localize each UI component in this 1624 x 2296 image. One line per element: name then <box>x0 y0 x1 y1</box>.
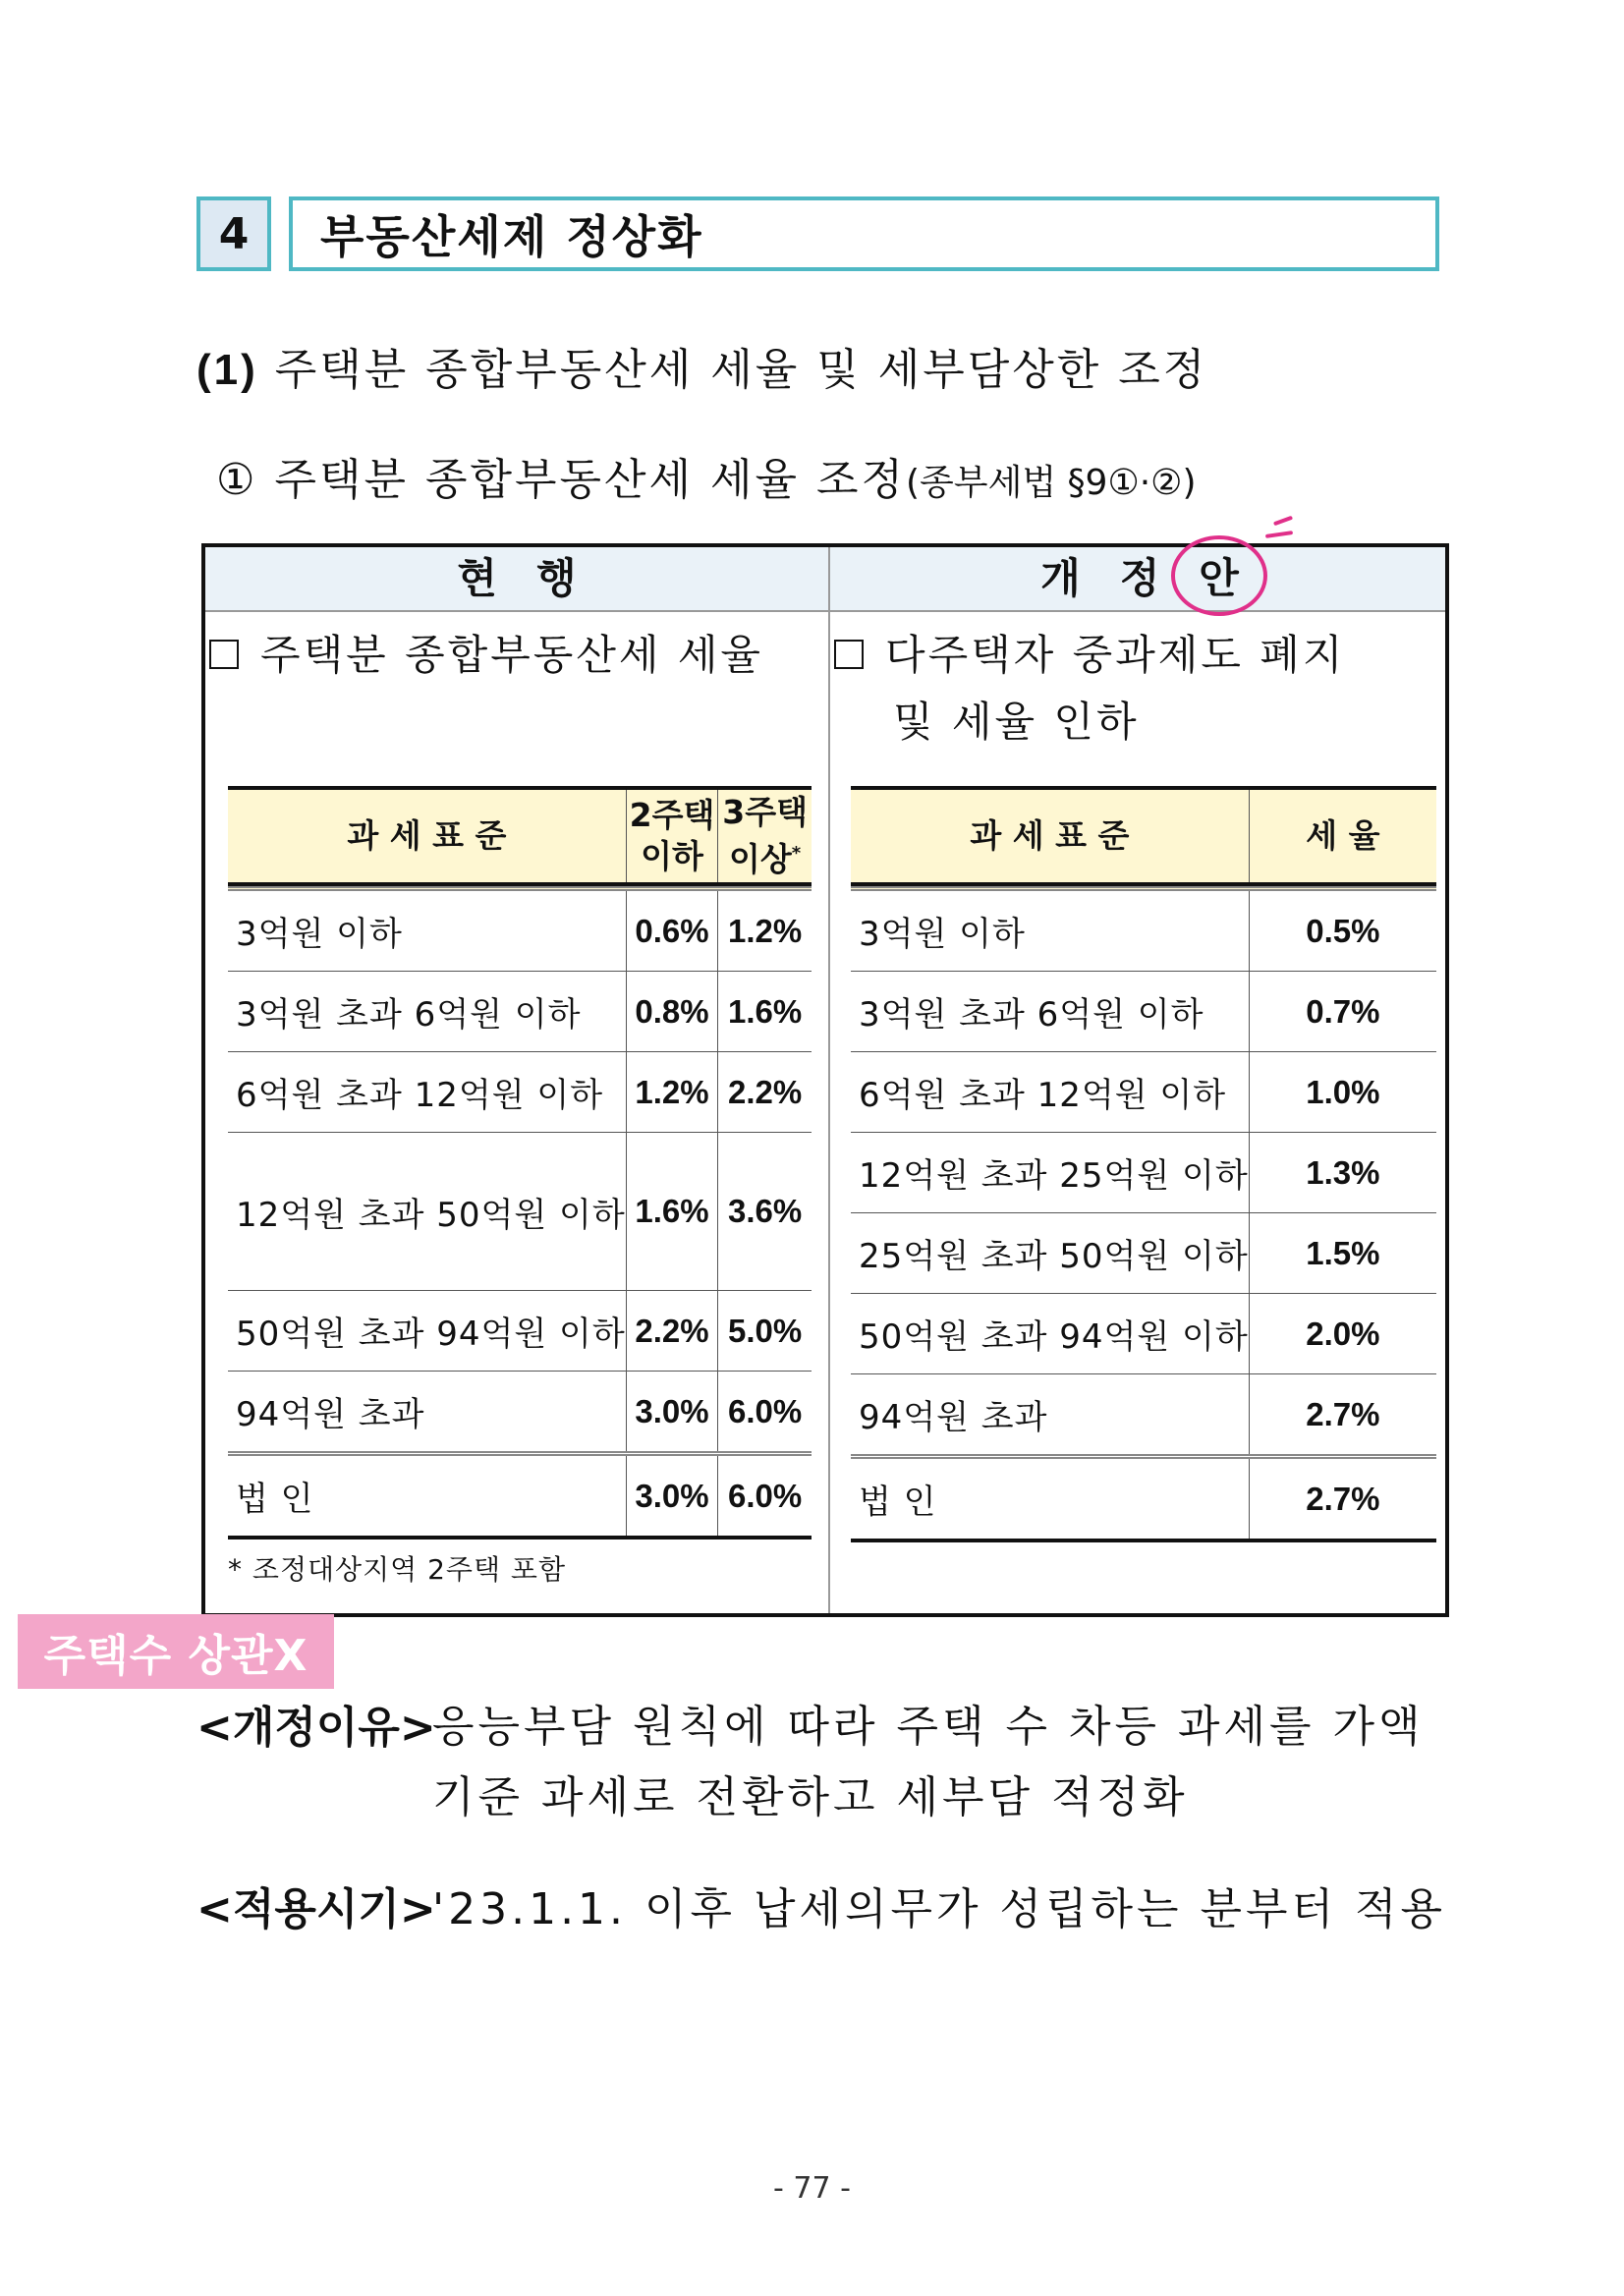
header-three-homes: 3주택 이상* <box>718 788 812 884</box>
subheading-2 <box>216 444 1197 507</box>
header-revised: 개정안 <box>1040 554 1278 602</box>
pink-sticky-note: 주택수 상관X <box>18 1614 334 1689</box>
header-two-homes: 2주택 이하 <box>626 788 718 884</box>
right-panel-title <box>834 622 1345 689</box>
table-row: 3억원 이하 0.5% <box>851 889 1436 972</box>
annotation-stroke <box>1265 531 1293 538</box>
subheading-1-number: (1) <box>196 346 258 394</box>
table-row: 3억원 초과 6억원 이하 0.7% <box>851 972 1436 1052</box>
header-current: 현행 <box>457 554 616 602</box>
left-panel-title <box>209 622 763 689</box>
apply-text: '23.1.1. 이후 납세의무가 성립하는 분부터 적용 <box>432 1884 1447 1934</box>
reason-text <box>432 1692 1454 1833</box>
right-panel-title-line2: 및 세율 인하 <box>893 698 1140 746</box>
law-reference: (종부세법 §9①·②) <box>905 463 1197 503</box>
table-header-row <box>228 788 812 884</box>
table-row: 6억원 초과 12억원 이하 1.2% 2.2% <box>228 1052 812 1133</box>
checkbox-icon <box>834 640 864 669</box>
footnote: * 조정대상지역 2주택 포함 <box>228 1553 566 1586</box>
subheading-1 <box>196 334 1207 397</box>
reason-label: <개정이유> <box>196 1703 436 1753</box>
table-row: 3억원 이하 0.6% 1.2% <box>228 889 812 972</box>
right-panel-title-line1: 다주택자 중과제도 폐지 <box>885 631 1346 679</box>
table-row: 법 인 3.0% 6.0% <box>228 1454 812 1539</box>
header-rate: 세 율 <box>1249 788 1436 884</box>
page-number: - 77 - <box>773 2171 851 2206</box>
header-tax-base: 과 세 표 준 <box>228 788 626 884</box>
section-title: 부동산세제 정상화 <box>289 196 1439 271</box>
left-panel-title-text: 주택분 종합부동산세 세율 <box>260 631 763 679</box>
table-row: 12억원 초과 25억원 이하 1.3% <box>851 1133 1436 1213</box>
table-row: 25억원 초과 50억원 이하 1.5% <box>851 1213 1436 1294</box>
header-tax-base: 과 세 표 준 <box>851 788 1249 884</box>
annotation-stroke <box>1273 516 1293 527</box>
table-header-row <box>851 788 1436 884</box>
subheading-2-text: 주택분 종합부동산세 세율 조정 <box>274 455 906 505</box>
frame-divider <box>828 547 830 1613</box>
subheading-2-marker: ① <box>216 455 258 505</box>
apply-label: <적용시기> <box>196 1884 436 1934</box>
table-row: 6억원 초과 12억원 이하 1.0% <box>851 1052 1436 1133</box>
table-row: 12억원 초과 50억원 이하 1.6% 3.6% <box>228 1133 812 1291</box>
table-row: 법 인 2.7% <box>851 1457 1436 1541</box>
table-row: 94억원 초과 3.0% 6.0% <box>228 1372 812 1454</box>
reason-line-2: 기준 과세로 전환하고 세부담 적정화 <box>432 1772 1189 1822</box>
table-row: 50억원 초과 94억원 이하 2.0% <box>851 1294 1436 1374</box>
revised-rate-table <box>851 786 1436 1542</box>
section-number: 4 <box>196 196 271 271</box>
current-rate-table <box>228 786 812 1540</box>
reason-line-1: 응능부담 원칙에 따라 주택 수 차등 과세를 가액 <box>432 1702 1425 1752</box>
table-row: 94억원 초과 2.7% <box>851 1374 1436 1457</box>
circle-annotation <box>1171 535 1267 616</box>
table-row: 50억원 초과 94억원 이하 2.2% 5.0% <box>228 1291 812 1372</box>
table-row: 3억원 초과 6억원 이하 0.8% 1.6% <box>228 972 812 1052</box>
checkbox-icon <box>209 640 239 669</box>
subheading-1-text: 주택분 종합부동산세 세율 및 세부담상한 조정 <box>274 345 1208 395</box>
